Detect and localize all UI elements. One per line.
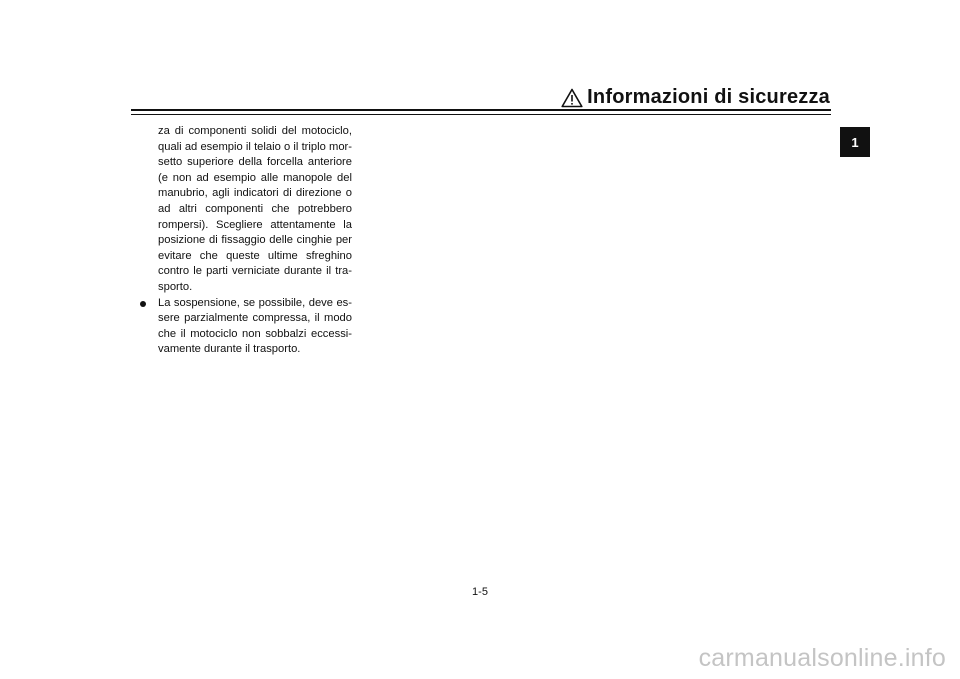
paragraph	[158, 124, 352, 296]
text-line: manubrio, agli indicatori di direzione o	[158, 187, 352, 200]
text-line: sere parzialmente compressa, il modo	[158, 312, 352, 325]
text-line: vamente durante il trasporto.	[158, 343, 301, 356]
text-line: sporto.	[158, 280, 193, 293]
header-rule-thin	[131, 114, 831, 115]
text-line: che il motociclo non sobbalzi eccessi-	[158, 327, 352, 340]
text-line: (e non ad esempio alle manopole del	[158, 171, 352, 184]
bullet-dot-icon	[140, 301, 146, 307]
section-title	[561, 86, 830, 109]
body-text	[158, 124, 352, 358]
page-number: 1-5	[472, 586, 488, 598]
text-line: posizione di fissaggio delle cinghie per	[158, 234, 352, 247]
watermark: carmanualsonline.info	[698, 644, 946, 672]
bullet-item	[158, 296, 352, 358]
text-line: rompersi). Scegliere attentamente la	[158, 218, 352, 231]
text-line: quali ad esempio il telaio o il triplo mor-	[158, 140, 352, 153]
warning-triangle-icon	[561, 88, 583, 108]
text-line: La sospensione, se possibile, deve es-	[158, 296, 352, 309]
chapter-tab	[840, 127, 870, 157]
text-line: za di componenti solidi del motociclo,	[158, 125, 352, 137]
header-rule-thick	[131, 109, 831, 111]
text-line: ad altri componenti che potrebbero	[158, 202, 352, 215]
chapter-tab-label: 1	[851, 134, 859, 150]
text-line: evitare che queste ultime sfreghino	[158, 249, 352, 262]
text-line: contro le parti verniciate durante il tra-	[158, 265, 352, 278]
text-line: setto superiore della forcella anteriore	[158, 156, 352, 169]
section-title-text: Informazioni di sicurezza	[587, 86, 830, 108]
